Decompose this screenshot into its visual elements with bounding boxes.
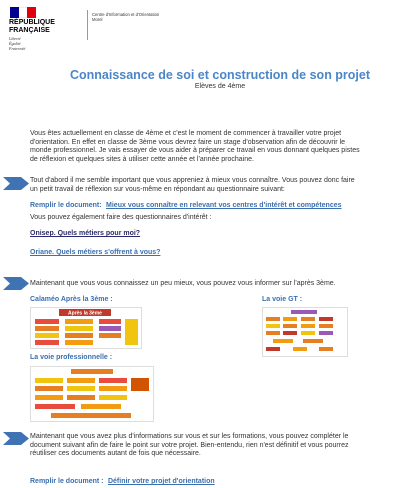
french-flag-icon [10, 7, 36, 18]
after-3eme-diagram [31, 308, 141, 348]
voie-gt-label[interactable]: La voie GT : [262, 296, 303, 303]
intro-paragraph [30, 130, 400, 164]
section-3-line: réutiliser ces documents autant de fois que nécessaire. [30, 450, 201, 458]
motto-3: Fraternité [9, 46, 26, 51]
section-3-line: document suivant afin de faire le point sur votre projet. Bien-entendu, rien n'est définitif et vous pourrez [30, 441, 349, 449]
chevron-right-icon [3, 277, 29, 290]
section-1-line: Tout d'abord il me semble important que vous appreniez à mieux vous connaître. Vous pouvez donc faire [30, 177, 355, 184]
oriane-link[interactable]: Oriane. Quels métiers s'offrent à vous? [30, 249, 161, 256]
chevron-right-icon [3, 177, 29, 190]
after-3eme-diagram-thumbnail[interactable] [30, 307, 142, 349]
section-3-text [30, 433, 408, 459]
voie-pro-diagram-thumbnail[interactable] [30, 366, 154, 422]
voie-gt-diagram [263, 308, 347, 356]
voie-pro-diagram [31, 367, 153, 421]
cio-line-2: Morel [92, 17, 103, 22]
motto-1: Liberté [9, 36, 21, 41]
cio-name [92, 12, 172, 22]
republic-line-1: RÉPUBLIQUE [9, 19, 55, 26]
cio-line-1: Centre d'Information et d'Orientation [92, 12, 160, 17]
motto-2: Égalité [9, 41, 21, 46]
intro-line: monde professionnel. Je vais essayer de vous aider à préparer ce travail en vous donnant quelques pistes [30, 147, 360, 155]
define-project-link[interactable]: Définir votre projet d'orientation [107, 478, 215, 485]
self-knowledge-link[interactable]: Mieux vous connaître en relevant vos centres d'intérêt et compétences [106, 202, 342, 209]
intro-line: Vous êtes actuellement en classe de 4ème et c'est le moment de commencer à travailler votre projet [30, 130, 342, 137]
chevron-right-icon [3, 432, 29, 445]
section-1-text [30, 177, 405, 194]
questionnaires-text: Vous pouvez également faire des questionnaires d'intérêt : [30, 214, 212, 221]
thumb-heading: Après la 3ème [68, 310, 102, 317]
fill-document-label: Remplir le document : [30, 478, 104, 485]
voie-gt-diagram-thumbnail[interactable] [262, 307, 348, 357]
fill-document-row-2 [30, 470, 215, 488]
onisep-link[interactable]: Onisep. Quels métiers pour moi? [30, 230, 141, 237]
section-2-text: Maintenant que vous vous connaissez un peu mieux, vous pouvez vous informer sur l'après 3ème. [30, 280, 336, 287]
section-1-line: un petit travail de réflexion sur vous-même en répondant au questionnaire suivant: [30, 185, 285, 193]
republic-line-2: FRANÇAISE [9, 26, 50, 34]
intro-line: de réflexion et quelques sites à utiliser cette année et l'année prochaine. [30, 155, 254, 163]
section-3-line: Maintenant que vous avez plus d'informations sur vous et sur les formations, vous pouvez compléter le [30, 433, 349, 440]
republic-motto [9, 36, 25, 51]
voie-pro-label[interactable]: La voie professionnelle : [30, 354, 113, 361]
page-title: Connaissance de soi et construction de son projet [69, 68, 371, 82]
page-subtitle: Elèves de 4ème [194, 83, 246, 90]
fill-document-row-1 [30, 194, 405, 212]
republic-logo-text [9, 19, 55, 34]
header-divider [87, 10, 88, 40]
fill-document-label: Remplir le document: [30, 202, 102, 209]
intro-line: d'orientation. En effet en classe de 3ème vous devrez faire un stage d'observation afin de découvrir le [30, 138, 346, 146]
calameo-label[interactable]: Calaméo Après la 3ème : [30, 296, 113, 303]
